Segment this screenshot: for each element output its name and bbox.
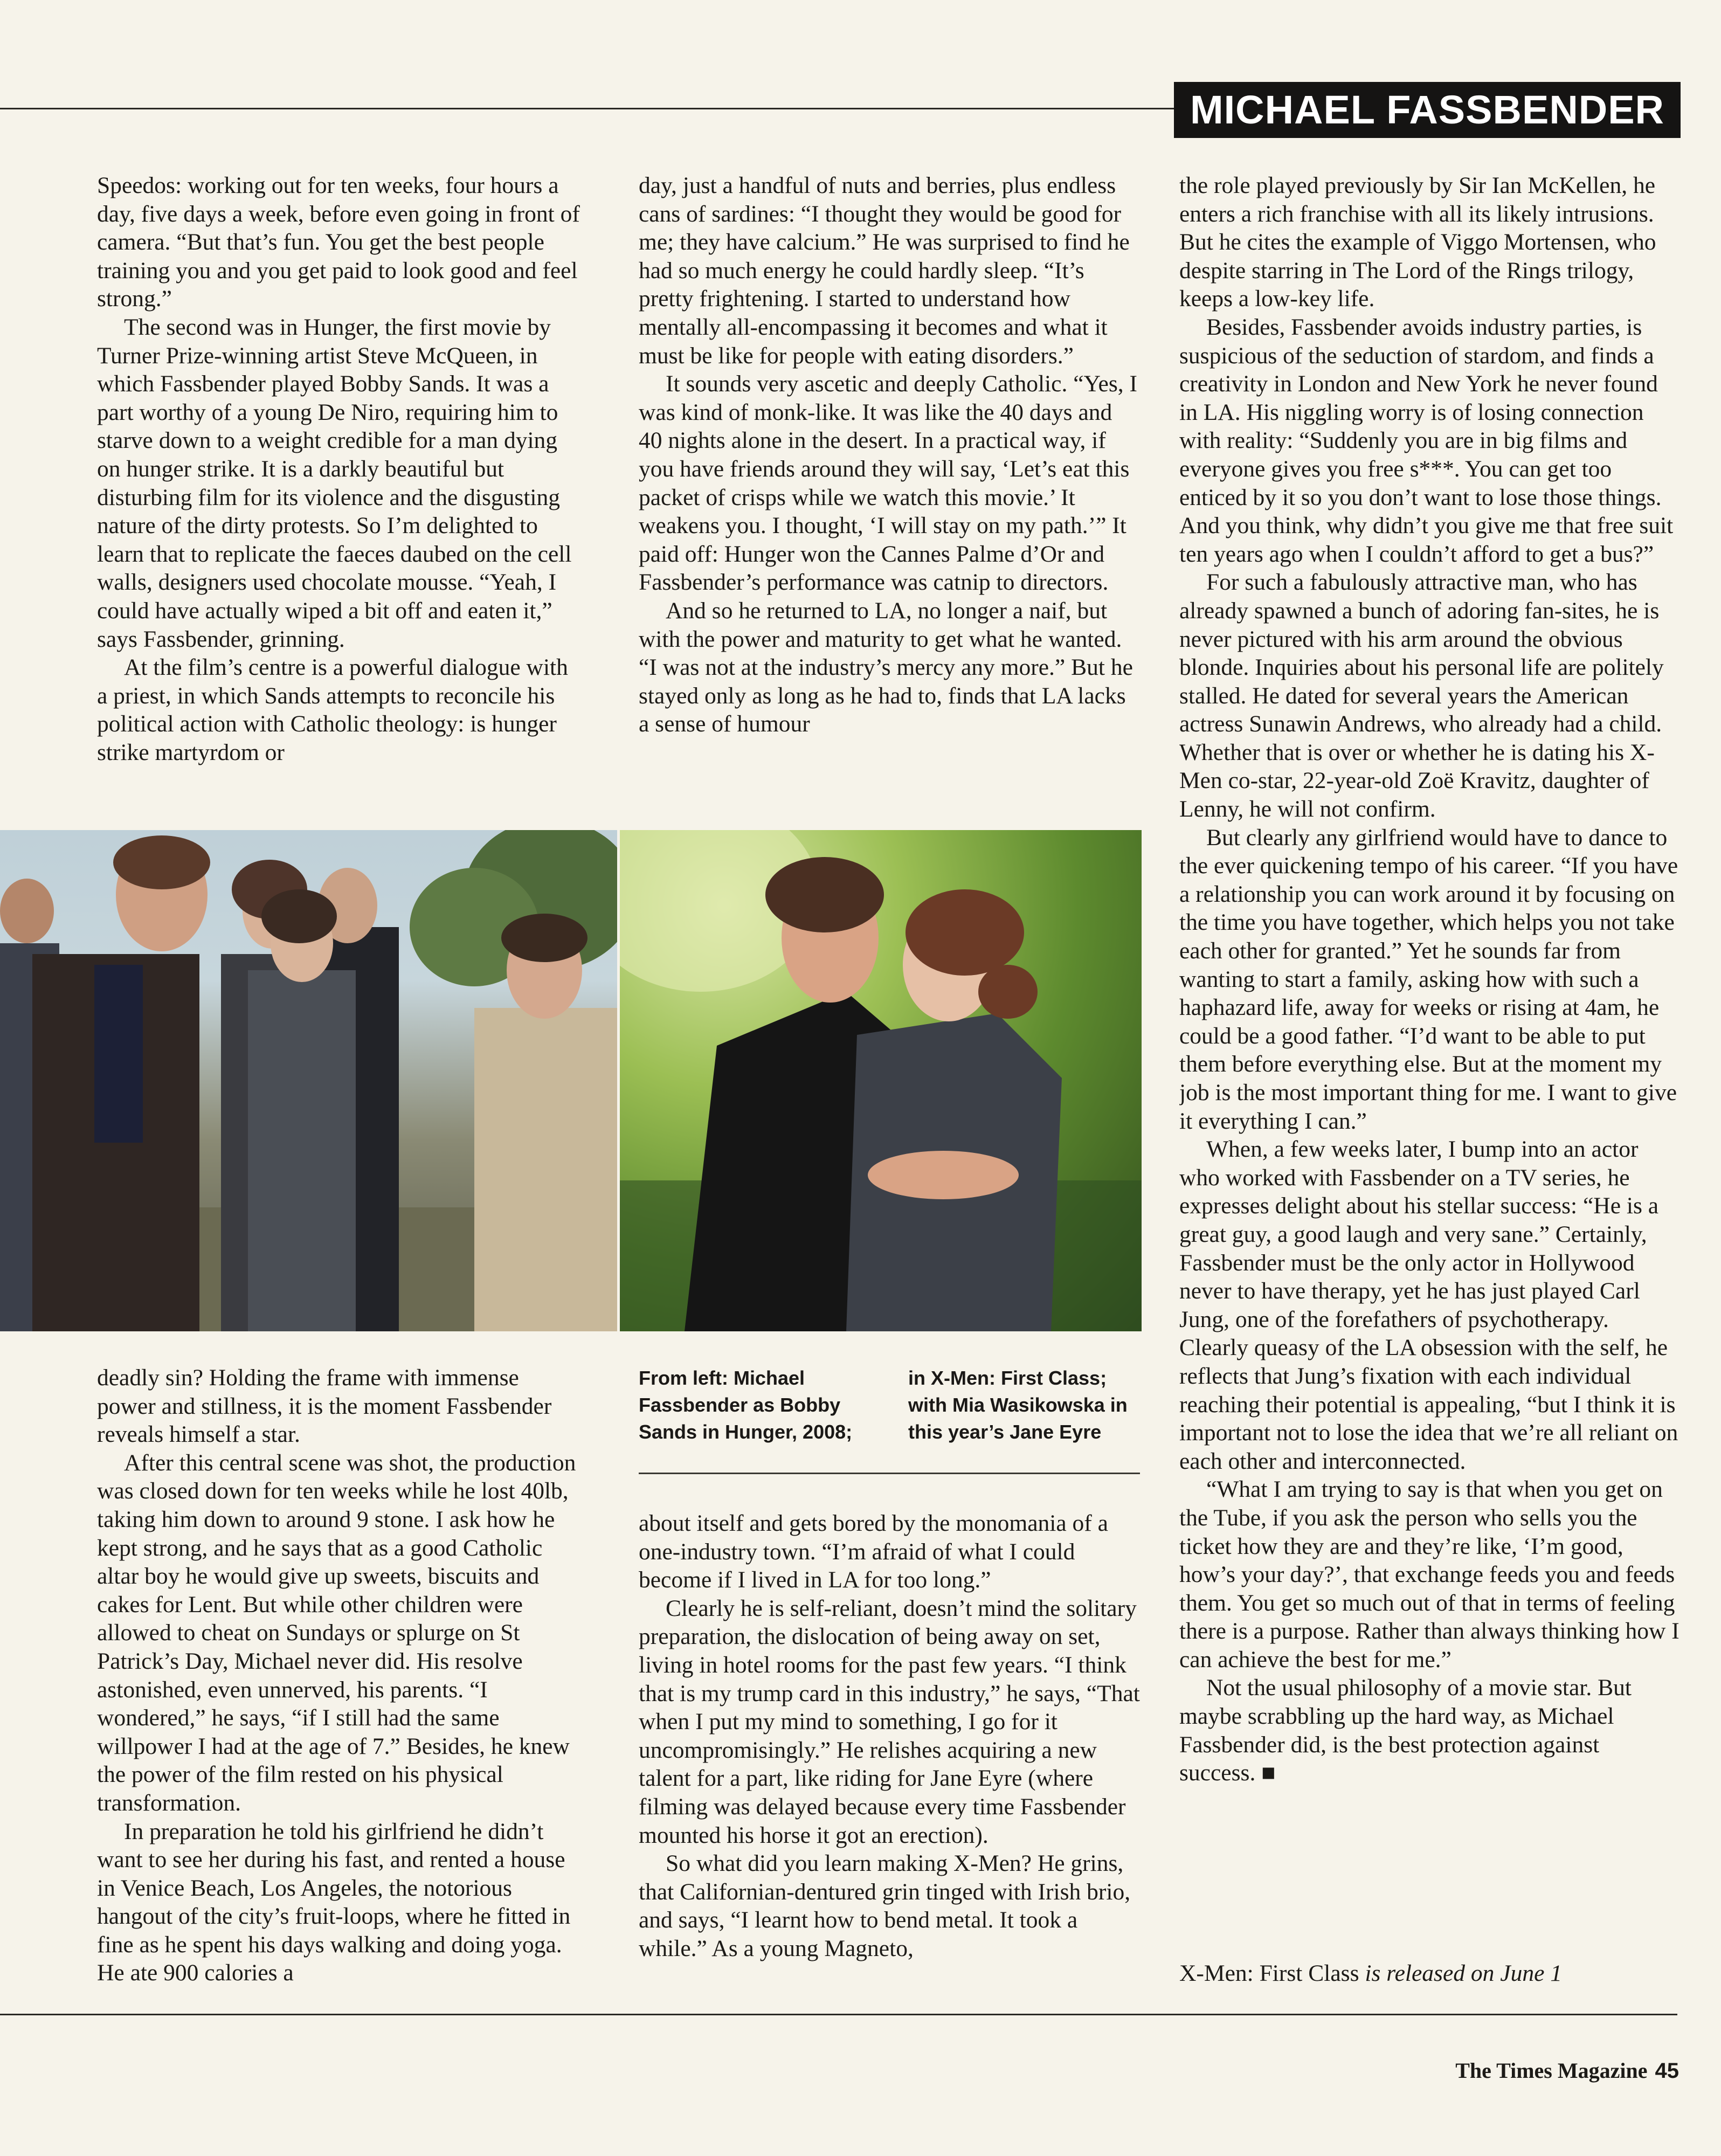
release-text: is released on June 1 [1359,1960,1563,1986]
xmen-cast-illustration [0,830,617,1331]
paragraph: Not the usual philosophy of a movie star. But maybe scrabbling up the hard way, as Michael Fassbender did, is the best protection against success. ■ [1179,1675,1632,1786]
paragraph: The second was in Hunger, the first movie by Turner Prize-winning artist Steve McQueen, in which Fassbender played Bobby Sands. It was a part worthy of a young De Niro, requiring him to starve down to a weight credible for a man dying on hunger strike. It is a darkly beautiful but disturbing film for its violence and the disgusting nature of the dirty protests. So I’m delighted to learn that to replicate the faeces daubed on the cell walls, designers used chocolate mousse. “Yeah, I could have actually wiped a bit off and eaten it,” says Fassbender, grinning. [97,314,572,652]
paragraph: When, a few weeks later, I bump into an actor who worked with Fassbender on a TV series, he expresses delight about his stellar success: “He is a great guy, a good laugh and very sane.” Certainly, Fassbender must be the only actor in Hollywood never to have therapy, yet he has just played Carl Jung, one of the forefathers of psychotherapy. Clearly queasy of the LA obsession with the self, he reflects that Jung’s fixation with each individual reaching their potential is appealing, “but I think it is important not to lose the idea that we’re all reliant on each other and interconnected. [1179,1136,1678,1474]
column-2-top [639,171,1140,797]
paragraph: At the film’s centre is a powerful dialogue with a priest, in which Sands attempts to reconcile his political action with Catholic theology: is hunger strike martyrdom or [97,654,568,765]
release-title: X-Men: First Class [1179,1960,1359,1986]
paragraph: Clearly he is self-reliant, doesn’t mind the solitary preparation, the dislocation of being away on set, living in hotel rooms for the past few years. “I think that is my trump card in this industry,” he says, “That when I put my mind to something, I go for it uncompromisingly.” He relishes acquiring a new talent for a part, like riding for Jane Eyre (where filming was delayed because every time Fassbender mounted his horse it got an erection). [639,1595,1140,1848]
paragraph: In preparation he told his girlfriend he didn’t want to see her during his fast, and rented a house in Venice Beach, Los Angeles, the notorious hangout of the city’s fruit-loops, where he fitted in fine as he spent his days walking and doing yoga. He ate 900 calories a [97,1818,571,1986]
paragraph: Besides, Fassbender avoids industry parties, is suspicious of the seduction of stardom, and finds a creativity in London and New York he never found in LA. His niggling worry is of losing connection with reality: “Suddenly you are in big films and everyone gives you free s***. You can get too enticed by it so you don’t want to lose those things. And you think, why didn’t you give me that free suit ten years ago when I couldn’t afford to get a bus?” [1179,314,1674,567]
photo-caption-part-1: From left: Michael Fassbender as Bobby Sands in Hunger, 2008; [639,1367,853,1443]
paragraph: Speedos: working out for ten weeks, four hours a day, five days a week, before even going in front of camera. “But that’s fun. You get the best people training you and you get paid to look good and feel strong.” [97,172,580,312]
paragraph: about itself and gets bored by the monomania of a one-industry town. “I’m afraid of what I could become if I lived in LA for too long.” [639,1510,1108,1593]
paragraph: deadly sin? Holding the frame with immense power and stillness, it is the moment Fassbender reveals himself a star. [97,1365,552,1448]
page-number: 45 [1655,2059,1679,2083]
page-footer [1455,2058,1679,2083]
jane-eyre-photo [620,830,1142,1331]
paragraph: So what did you learn making X-Men? He grins, that Californian-dentured grin tinged with Irish brio, and says, “I learnt how to bend metal. It took a while.” As a young Magneto, [639,1850,1131,1961]
column-3 [1179,171,1681,1993]
xmen-cast-photo [0,830,617,1331]
column-1-top [97,171,582,818]
section-tag: MICHAEL FASSBENDER [1174,82,1681,138]
bottom-rule [0,2014,1677,2015]
paragraph: After this central scene was shot, the production was closed down for ten weeks while he lost 40lb, taking him down to around 9 stone. I ask how he kept strong, and he says that as a good Catholic altar boy he would give up sweets, biscuits and cakes for Lent. But while other children were allowed to cheat on Sundays or splurge on St Patrick’s Day, Michael never did. His resolve astonished, even unnerved, his parents. “I wondered,” he says, “if I still had the same willpower I had at the age of 7.” Besides, he knew the power of the film rested on his physical transformation. [97,1449,576,1816]
paragraph: “What I am trying to say is that when you get on the Tube, if you ask the person who sells you the ticket how they are and they’re like, ‘I’m good, how’s your day?’, that exchange feeds you and feeds them. You get so much out of that in terms of feeling there is a purpose. Rather than always thinking how I can achieve the best for me.” [1179,1476,1679,1673]
release-note [1179,1960,1681,1987]
column-2-bottom [639,1509,1140,1994]
paragraph: But clearly any girlfriend would have to dance to the ever quickening tempo of his career. “If you have a relationship you can work around it by focusing on the time you have together, which helps you not take each other for granted.” Yet he sounds far from wanting to start a family, asking how with such a haphazard life, away for weeks or rising at 4am, he could be a good father. “I’d want to be able to put them before everything else. But at the moment my job is the most important thing for me. I want to give it everything I can.” [1179,824,1678,1134]
jane-eyre-illustration [620,830,1142,1331]
paragraph: For such a fabulously attractive man, who has already spawned a bunch of adoring fan-sites, he is never pictured with his arm around the obvious blonde. Inquiries about his personal life are politely stalled. He dated for several years the American actress Sunawin Andrews, who already had a child. Whether that is over or whether he is dating his X-Men co-star, 22-year-old Zoë Kravitz, daughter of Lenny, he will not confirm. [1179,569,1664,823]
column-1-bottom [97,1364,582,2000]
photo-caption-part-2: in X-Men: First Class; with Mia Wasikowska in this year’s Jane Eyre [908,1367,1128,1443]
paragraph: the role played previously by Sir Ian McKellen, he enters a rich franchise with all its likely intrusions. But he cites the example of Viggo Mortensen, who despite starring in The Lord of the Rings trilogy, keeps a low-key life. [1179,172,1656,312]
magazine-name: The Times Magazine [1455,2058,1648,2083]
paragraph: It sounds very ascetic and deeply Catholic. “Yes, I was kind of monk-like. It was like the 40 days and 40 nights alone in the desert. In a practical way, if you have friends around they will say, ‘Let’s eat this packet of crisps while we watch this movie.’ It weakens you. I thought, ‘I will stay on my path.’” It paid off: Hunger won the Cannes Palme d’Or and Fassbender’s performance was catnip to directors. [639,371,1138,596]
paragraph: day, just a handful of nuts and berries, plus endless cans of sardines: “I thought they would be good for me; they have calcium.” He was surprised to find he had so much energy he could hardly sleep. “It’s pretty frightening. I started to understand how mentally all-encompassing it becomes and what it must be like for people with eating disorders.” [639,172,1130,369]
caption-rule [639,1473,1140,1474]
paragraph: And so he returned to LA, no longer a naif, but with the power and maturity to get what he wanted. “I was not at the industry’s mercy any more.” But he stayed only as long as he had to, finds that LA lacks a sense of humour [639,597,1133,737]
